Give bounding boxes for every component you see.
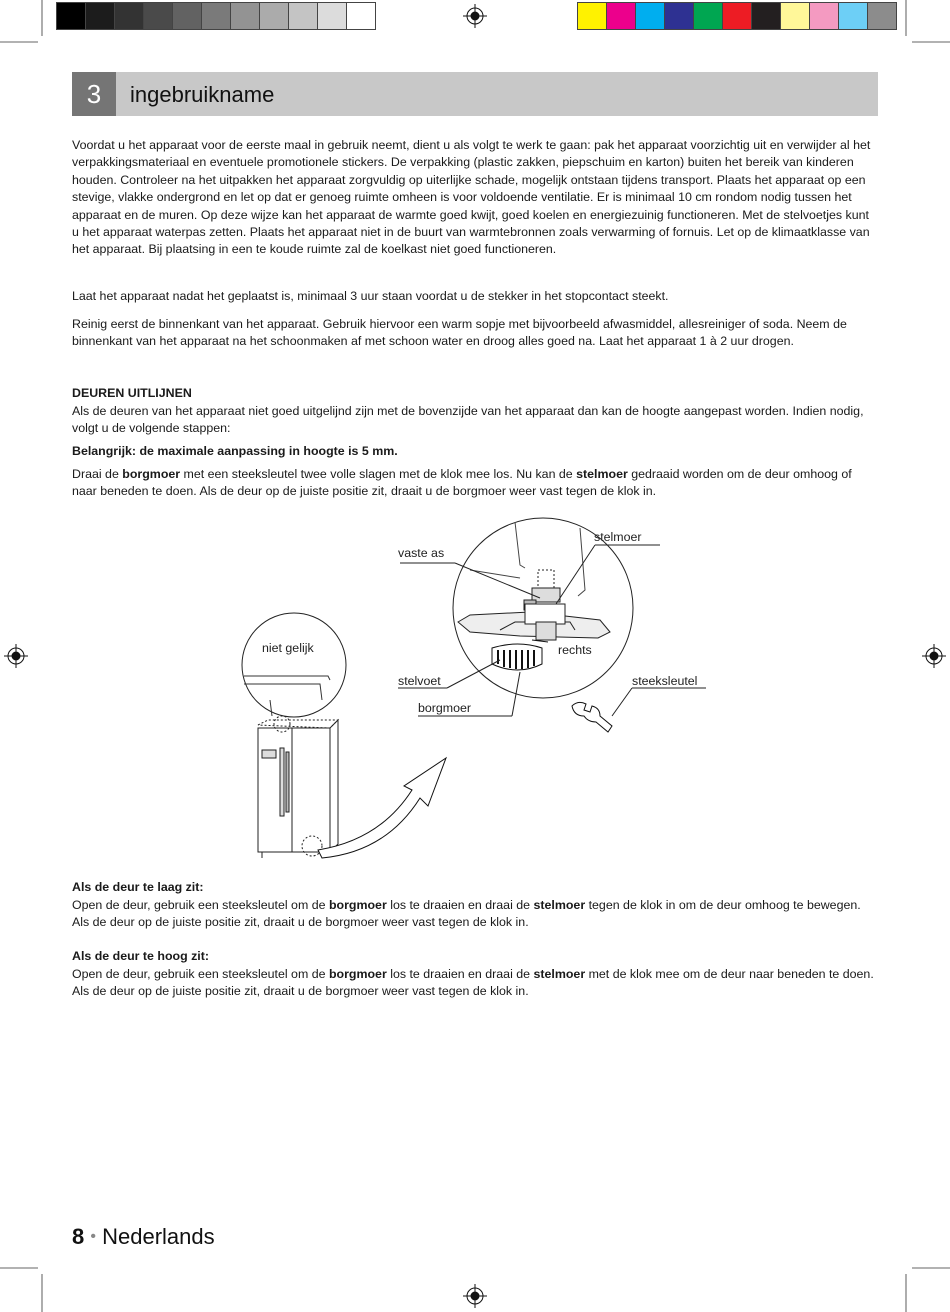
page-footer: 8 • Nederlands [72, 1224, 215, 1249]
doors-paragraph-1: Als de deuren van het apparaat niet goed uitgelijnd zijn met de bovenzijde van het apparaat dan kan de hoogte aangepast worden. Indien nodig, volgt u de volgende stappen: [72, 404, 864, 436]
footer-language: Nederlands [102, 1224, 215, 1249]
fridge-illustration [258, 716, 338, 858]
top-magnifier-circle [242, 613, 346, 717]
label-rechts: rechts [558, 643, 592, 657]
too-high-heading: Als de deur te hoog zit: [72, 949, 209, 963]
label-borgmoer: borgmoer [418, 701, 472, 715]
zoom-arrow [318, 758, 446, 858]
label-vaste-as: vaste as [398, 546, 445, 560]
bold-borgmoer: borgmoer [122, 467, 181, 481]
intro-paragraph-3: Reinig eerst de binnenkant van het apparaat. Gebruik hiervoor een warm sopje met bijvoorbeeld afwasmiddel, allesreiniger of soda. Neem de binnenkant van het apparaat na het schoonmaken af met schoon water en droog alles goed na. Laat het apparaat 1 à 2 uur drogen. [72, 317, 847, 349]
too-high-paragraph: Open de deur, gebruik een steeksleutel om de borgmoer los te draaien en draai de stelmoer met de klok mee om de deur naar beneden te doen. Als de deur op de juiste positie zit, draait u de borgmoer weer vast tegen de klok in. [72, 967, 874, 999]
intro-paragraph-2: Laat het apparaat nadat het geplaatst is, minimaal 3 uur staan voordat u de stekker in het stopcontact steekt. [72, 289, 669, 303]
doors-heading: DEUREN UITLIJNEN [72, 386, 192, 400]
intro-paragraph-1: Voordat u het apparaat voor de eerste maal in gebruik neemt, dient u als volgt te werk te gaan: pak het apparaat voorzichtig uit en verwijder al het verpakkingsmateriaal en eventuele promotionele stickers. De verpakking (plastic zakken, piepschuim en karton) buiten het bereik van kinderen houden. Controleer na het uitpakken het apparaat zorgvuldig op uiterlijke schade, mogelijk ontstaan tijdens transport. Plaats het apparaat op een stevige, vlakke ondergrond en let op dat er genoeg ruimte omheen is voor voldoende ventilatie. Er is minimaal 10 cm rondom nodig tussen het apparaat en de muren. Op deze wijze kan het apparaat de warmte goed kwijt, goed koelen en energiezuinig functioneren. Met de stelvoetjes kunt u het apparaat waterpas zetten. Plaats het apparaat niet in de buurt van warmtebronnen zoals verwarming of fornuis. Let op de klimaatklasse van het apparaat. Bij plaatsing in een te koude ruimte zal de koelkast niet goed functioneren. [72, 138, 871, 257]
wrench-icon [572, 702, 612, 732]
too-low-paragraph: Open de deur, gebruik een steeksleutel om de borgmoer los te draaien en draai de stelmoer tegen de klok in om de deur omhoog te bewegen. Als de deur op de juiste positie zit, draait u de borgmoer weer vast tegen de klok in. [72, 898, 861, 930]
section-title: ingebruikname [130, 82, 275, 107]
too-low-heading: Als de deur te laag zit: [72, 880, 204, 894]
page-number: 8 [72, 1224, 85, 1249]
label-stelvoet: stelvoet [398, 674, 441, 688]
label-steeksleutel: steeksleutel [632, 674, 698, 688]
section-number: 3 [72, 72, 116, 116]
bold-stelmoer: stelmoer [576, 467, 628, 481]
doors-paragraph-2: Draai de borgmoer met een steeksleutel twee volle slagen met de klok mee los. Nu kan de stelmoer gedraaid worden om de deur omhoog of naar beneden te doen. Als de deur op de juiste positie zit, draait u de borgmoer weer vast tegen de klok in. [72, 467, 852, 499]
label-niet-gelijk: niet gelijk [262, 641, 314, 655]
doors-important-note: Belangrijk: de maximale aanpassing in hoogte is 5 mm. [72, 444, 398, 458]
label-stelmoer: stelmoer [594, 530, 642, 544]
